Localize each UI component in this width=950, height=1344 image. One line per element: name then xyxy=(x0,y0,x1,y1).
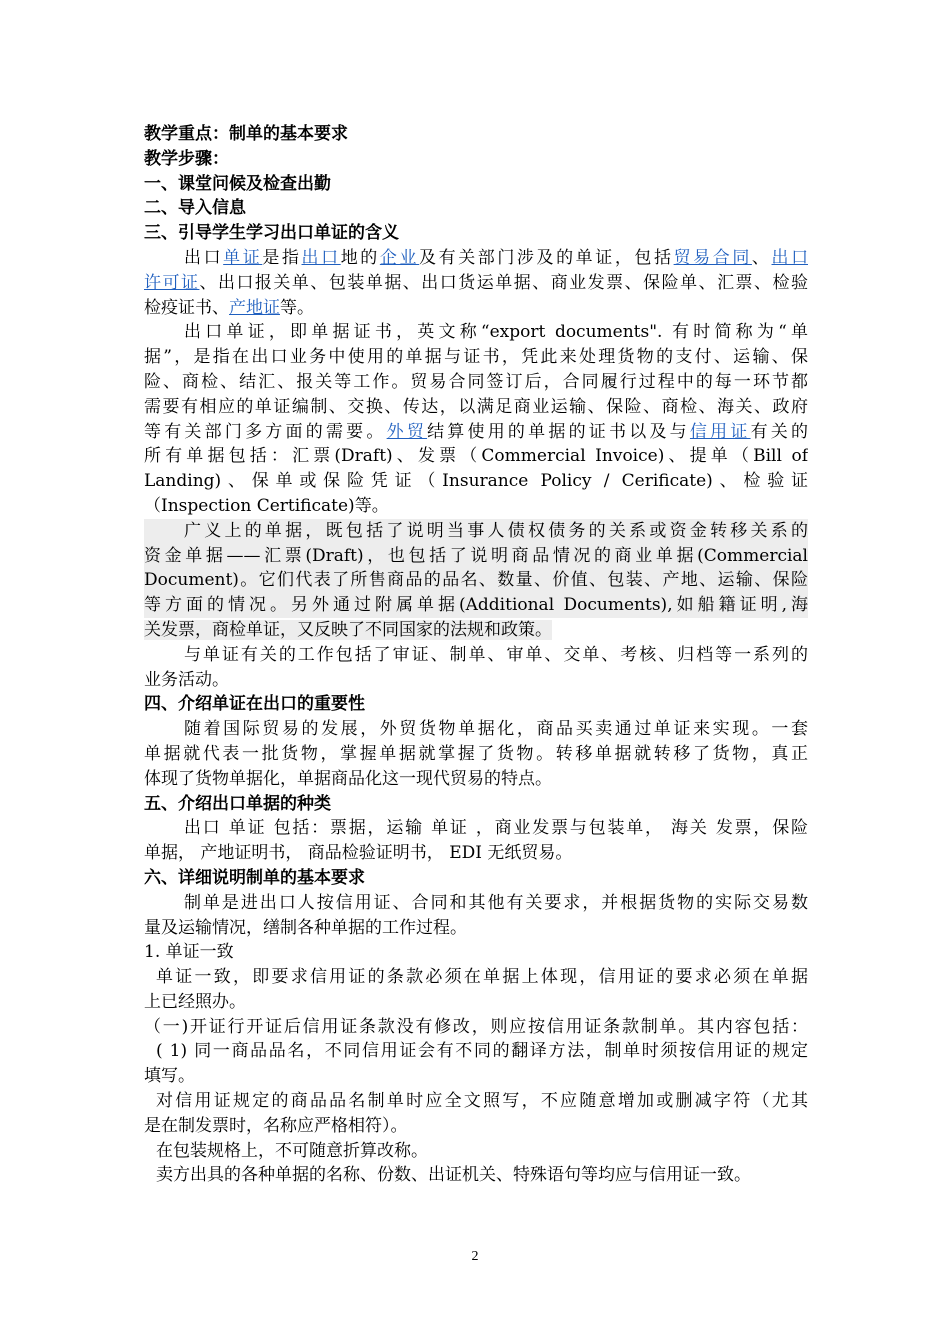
paragraph-line: 上已经照办。 xyxy=(144,991,246,1012)
paragraph-line: 制单是进出口人按信用证、合同和其他有关要求，并根据货物的实际交易数 xyxy=(184,892,808,913)
paragraph-line: 关发票，商检单证，又反映了不同国家的法规和政策。 xyxy=(144,619,552,640)
link-chukou-xukezheng[interactable]: 出口 xyxy=(771,247,808,268)
paragraph-line: 随着国际贸易的发展，外贸货物单据化，商品买卖通过单证来实现。一套 xyxy=(184,719,808,740)
link-chandizheng[interactable]: 产地证 xyxy=(229,297,280,318)
paragraph-line: 填写。 xyxy=(144,1066,195,1087)
paragraph-line: 单据， 产地证明书， 商品检验证明书， EDI 无纸贸易。 xyxy=(144,843,573,864)
section-2-heading: 二、导入信息 xyxy=(144,198,246,219)
paragraph-line: 量及运输情况，缮制各种单据的工作过程。 xyxy=(144,917,467,938)
paragraph-line: 等有关部门多方面的需要。外贸结算使用的单据的证书以及与信用证有关的 xyxy=(144,421,808,442)
link-danzheng[interactable]: 单证 xyxy=(223,247,263,268)
link-chukou[interactable]: 出口 xyxy=(301,247,341,268)
paragraph-line: 出口单证是指出口地的企业及有关部门涉及的单证，包括贸易合同、出口 xyxy=(184,247,808,268)
paragraph-line: 许可证、出口报关单、包装单据、出口货运单据、商业发票、保险单、汇票、检验 xyxy=(144,272,808,293)
link-qiye[interactable]: 企业 xyxy=(379,247,420,268)
teaching-steps-heading: 教学步骤： xyxy=(144,148,229,169)
paragraph-line: Landing)、保单或保险凭证（Insurance Policy / Cerificate)、检验证 xyxy=(144,471,808,492)
paragraph-line: Document)。它们代表了所售商品的品名、数量、价值、包装、产地、运输、保险 xyxy=(144,568,808,593)
paragraph-line: 出口 单证 包括：票据，运输 单证 ，商业发票与包装单， 海关 发票，保险 xyxy=(184,818,808,839)
section-4-heading: 四、介绍单证在出口的重要性 xyxy=(144,694,365,715)
paragraph-line: 在包装规格上，不可随意折算改称。 xyxy=(156,1140,428,1161)
link-waimao[interactable]: 外贸 xyxy=(386,421,428,442)
link-maoyi-hetong[interactable]: 贸易合同 xyxy=(673,247,752,268)
section-5-heading: 五、介绍出口单据的种类 xyxy=(144,793,331,814)
paragraph-line: 出口单证，即单据证书，英文称“export documents". 有时简称为“单 xyxy=(184,322,808,343)
page-number: 2 xyxy=(471,1249,479,1264)
paragraph-line: 体现了货物单据化，单据商品化这一现代贸易的特点。 xyxy=(144,768,552,789)
paragraph-line: 与单证有关的工作包括了审证、制单、审单、交单、考核、归档等一系列的 xyxy=(184,644,808,665)
paragraph-line: 检疫证书、产地证等。 xyxy=(144,297,314,318)
paragraph-line: 需要有相应的单证编制、交换、传达，以满足商业运输、保险、商检、海关、政府 xyxy=(144,396,808,417)
subsection-heading: 1. 单证一致 xyxy=(144,942,234,963)
teaching-focus-line: 教学重点：制单的基本要求 xyxy=(144,124,348,144)
paragraph-line: 业务活动。 xyxy=(144,669,229,690)
section-1-heading: 一、课堂问候及检查出勤 xyxy=(144,173,331,194)
paragraph-line: 所有单据包括：汇票(Draft)、发票（Commercial Invoice)、提单（Bill of xyxy=(144,446,808,467)
document-body xyxy=(144,122,808,1188)
paragraph-line: ( 1) 同一商品品名，不同信用证会有不同的翻译方法，制单时须按信用证的规定 xyxy=(156,1041,808,1062)
link-chukou-xukezheng-cont[interactable]: 许可证 xyxy=(144,272,200,293)
paragraph-line: 单据就代表一批货物，掌握单据就掌握了货物。转移单据就转移了货物，真正 xyxy=(144,743,808,764)
link-xinyongzheng[interactable]: 信用证 xyxy=(689,421,751,442)
paragraph-line: 险、商检、结汇、报关等工作。贸易合同签订后，合同履行过程中的每一环节都 xyxy=(144,371,808,392)
section-3-heading: 三、引导学生学习出口单证的含义 xyxy=(144,223,399,244)
paragraph-line: 据”，是指在出口业务中使用的单据与证书，凭此来处理货物的支付、运输、保 xyxy=(144,347,808,368)
paragraph-line: 广义上的单据，既包括了说明当事人债权债务的关系或资金转移关系的 xyxy=(144,519,808,544)
section-6-heading: 六、详细说明制单的基本要求 xyxy=(144,867,365,888)
paragraph-line: 单证一致，即要求信用证的条款必须在单据上体现，信用证的要求必须在单据 xyxy=(156,967,808,988)
paragraph-line: 是在制发票时，名称应严格相符）。 xyxy=(144,1115,408,1136)
paragraph-line: 资金单据——汇票(Draft)，也包括了说明商品情况的商业单据(Commercial xyxy=(144,544,808,569)
paragraph-line: 卖方出具的各种单据的名称、份数、出证机关、特殊语句等均应与信用证一致。 xyxy=(156,1165,751,1186)
paragraph-line: （一)开证行开证后信用证条款没有修改，则应按信用证条款制单。其内容包括： xyxy=(144,1016,808,1037)
paragraph-line: 对信用证规定的商品品名制单时应全文照写，不应随意增加或删减字符（尤其 xyxy=(156,1091,808,1112)
paragraph-line: 等方面的情况。另外通过附属单据(Additional Documents),如船籍证明,海 xyxy=(144,593,808,618)
paragraph-line: （Inspection Certificate)等。 xyxy=(144,495,389,516)
